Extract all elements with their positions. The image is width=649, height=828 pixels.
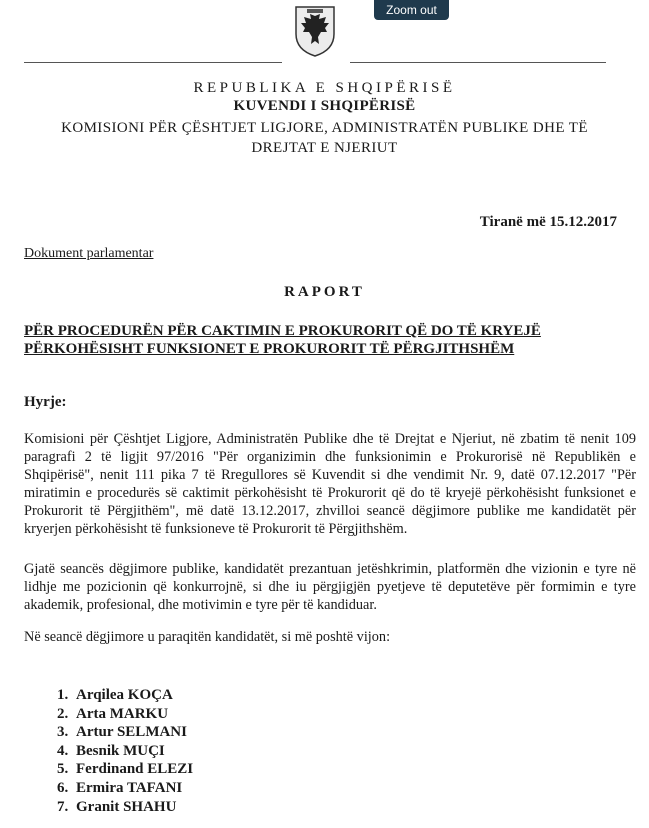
list-item: 2. Arta MARKU <box>72 705 193 724</box>
list-item: 4. Besnik MUÇI <box>72 742 193 761</box>
list-item: 3. Artur SELMANI <box>72 723 193 742</box>
intro-heading: Hyrje: <box>24 394 67 410</box>
report-title: PËR PROCEDURËN PËR CAKTIMIN E PROKURORIT QË DO TË KRYEJË PËRKOHËSISHT FUNKSIONET E PROKURORIT TË PËRGJITHSHËM <box>24 323 541 357</box>
report-heading: RAPORT <box>284 284 365 300</box>
header-rule-left <box>24 62 282 63</box>
commission-heading <box>0 118 649 158</box>
header-rule-right <box>350 62 606 63</box>
candidates-list <box>44 686 193 816</box>
document-date: Tiranë më 15.12.2017 <box>479 214 617 230</box>
assembly-heading: KUVENDI I SHQIPËRISË <box>233 98 416 114</box>
commission-line-1: KOMISIONI PËR ÇËSHTJET LIGJORE, ADMINISTRATËN PUBLIKE DHE TË <box>61 120 588 136</box>
albania-emblem-icon <box>292 4 338 58</box>
list-item: 5. Ferdinand ELEZI <box>72 760 193 779</box>
list-item: 6. Ermira TAFANI <box>72 779 193 798</box>
intro-paragraph: Komisioni për Çështjet Ligjore, Administratën Publike dhe të Drejtat e Njeriut, në zbatim të nenit 109 paragrafi 2 të ligjit 97/2016 "Për organizimin dhe funksionimin e Prokurorisë në Republikën e Shqipërisë", nenit 111 pika 7 të Rregullores së Kuvendit si dhe vendimit Nr. 9, datë 07.12.2017 "Për miratimin e procedurës së caktimit përkohësisht të Prokurorit që do të kryejë përkohësisht funksionet e Prokurorit të Përgjithëm", më datë 13.12.2017, zhvilloi seancë dëgjimore publike me kandidatët për kryerjen përkohësisht të funksioneve të Prokurorit të Përgjithshëm. <box>24 431 636 537</box>
document-label: Dokument parlamentar <box>24 246 154 261</box>
zoom-out-button[interactable]: Zoom out <box>374 0 449 20</box>
list-item: 7. Granit SHAHU <box>72 798 193 817</box>
list-item: 1. Arqilea KOÇA <box>72 686 193 705</box>
hearing-paragraph: Gjatë seancës dëgjimore publike, kandidatët prezantuan jetëshkrimin, platformën dhe vizionin e tyre në lidhje me pozicionin që konkurrojnë, si dhe iu përgjigjën pyetjeve të deputetëve për formimin e tyre akademik, profesional, dhe motivimin e tyre për të kandiduar. <box>24 561 636 613</box>
republic-heading: REPUBLIKA E SHQIPËRISË <box>193 80 456 96</box>
commission-line-2: DREJTAT E NJERIUT <box>251 140 398 156</box>
candidates-intro: Në seancë dëgjimore u paraqitën kandidatët, si më poshtë vijon: <box>24 629 391 645</box>
